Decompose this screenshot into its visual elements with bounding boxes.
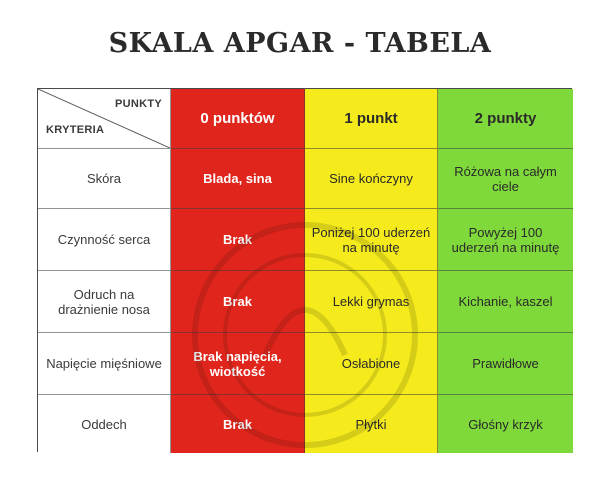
criterion-skin: Skóra — [38, 149, 171, 209]
column-header-1: 1 punkt — [305, 89, 438, 149]
cell-muscle-tone-1: Osłabione — [305, 333, 438, 395]
criterion-reflex: Odruch na drażnienie nosa — [38, 271, 171, 333]
cell-reflex-0: Brak — [171, 271, 305, 333]
cell-heart-rate-1: Poniżej 100 uderzeń na minutę — [305, 209, 438, 271]
cell-reflex-2: Kichanie, kaszel — [438, 271, 573, 333]
criterion-breathing: Oddech — [38, 395, 171, 453]
page-title: SKALA APGAR - TABELA — [108, 28, 492, 59]
criterion-muscle-tone: Napięcie mięśniowe — [38, 333, 171, 395]
corner-label-criteria: KRYTERIA — [46, 124, 105, 136]
cell-heart-rate-2: Powyżej 100 uderzeń na minutę — [438, 209, 573, 271]
cell-breathing-2: Głośny krzyk — [438, 395, 573, 453]
cell-skin-0: Blada, sina — [171, 149, 305, 209]
cell-skin-1: Sine kończyny — [305, 149, 438, 209]
cell-muscle-tone-2: Prawidłowe — [438, 333, 573, 395]
cell-breathing-1: Płytki — [305, 395, 438, 453]
corner-label-points: PUNKTY — [114, 98, 162, 110]
column-header-2: 2 punkty — [438, 89, 573, 149]
column-header-0: 0 punktów — [171, 89, 305, 149]
cell-muscle-tone-0: Brak napięcia, wiotkość — [171, 333, 305, 395]
cell-breathing-0: Brak — [171, 395, 305, 453]
header-corner-cell — [38, 89, 171, 149]
criterion-heart-rate: Czynność serca — [38, 209, 171, 271]
cell-heart-rate-0: Brak — [171, 209, 305, 271]
cell-reflex-1: Lekki grymas — [305, 271, 438, 333]
apgar-table — [37, 88, 572, 452]
cell-skin-2: Różowa na całym ciele — [438, 149, 573, 209]
